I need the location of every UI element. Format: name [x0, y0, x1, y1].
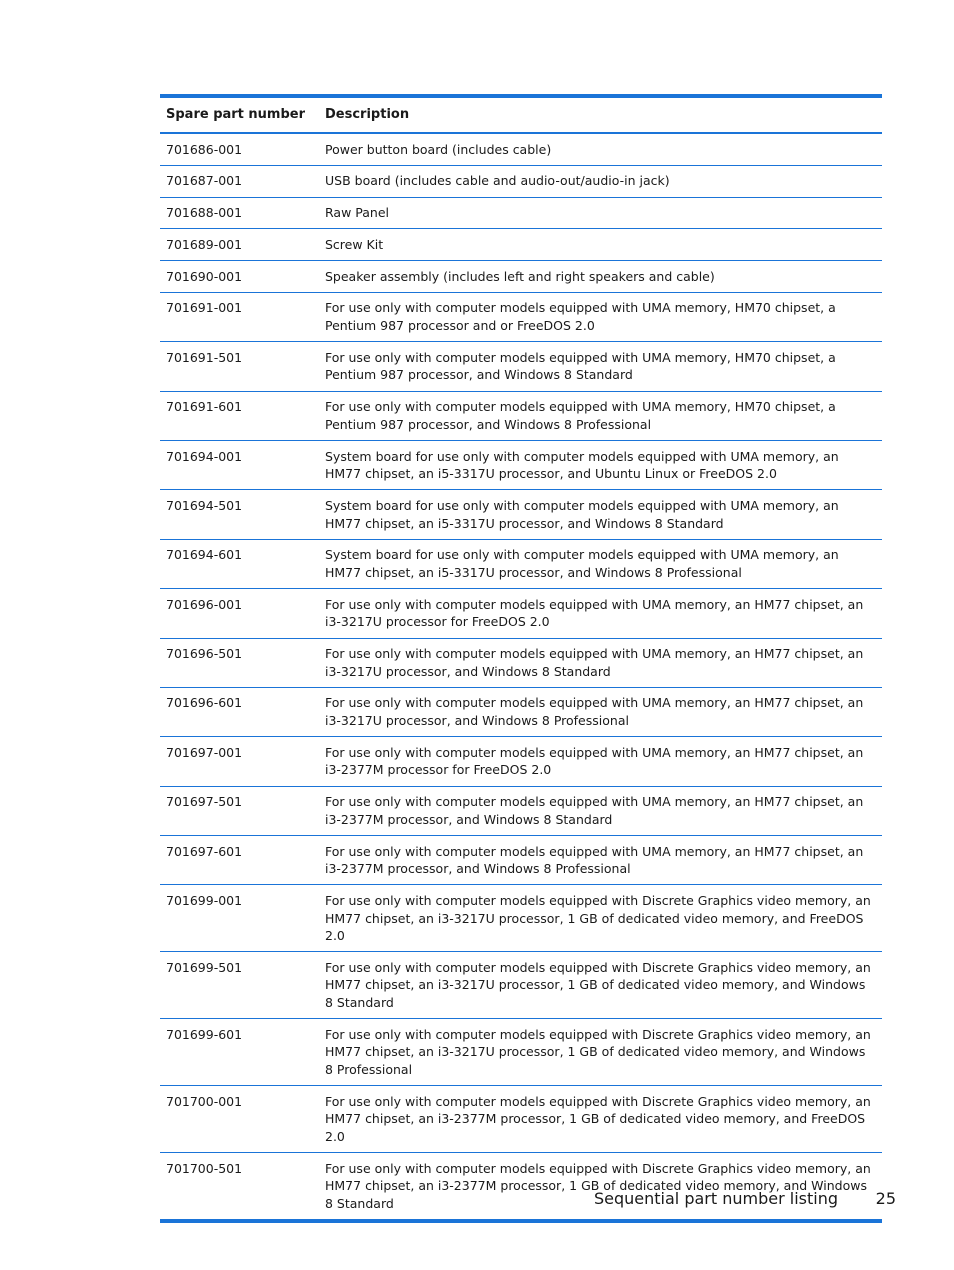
part-number-cell: 701700-001 [160, 1086, 319, 1153]
description-cell: Raw Panel [319, 197, 882, 229]
table-row [160, 687, 882, 736]
part-number-cell: 701697-001 [160, 737, 319, 786]
part-number-cell: 701694-001 [160, 441, 319, 490]
description-cell: For use only with computer models equipped with Discrete Graphics video memory, an HM77 chipset, an i3-2377M processor, 1 GB of dedicated video memory, and FreeDOS 2.0 [319, 1086, 882, 1153]
table-row [160, 342, 882, 391]
page-number: 25 [875, 1189, 896, 1208]
description-cell: For use only with computer models equipped with UMA memory, an HM77 chipset, an i3-3217U processor, and Windows 8 Standard [319, 638, 882, 687]
description-cell: For use only with computer models equipped with Discrete Graphics video memory, an HM77 chipset, an i3-3217U processor, 1 GB of dedicated video memory, and FreeDOS 2.0 [319, 885, 882, 952]
table-row [160, 229, 882, 261]
table-row [160, 539, 882, 588]
table-row [160, 1086, 882, 1153]
description-cell: For use only with computer models equipped with UMA memory, HM70 chipset, a Pentium 987 processor, and Windows 8 Standard [319, 342, 882, 391]
table-row [160, 589, 882, 638]
part-number-cell: 701691-601 [160, 391, 319, 440]
description-cell: For use only with computer models equipped with UMA memory, an HM77 chipset, an i3-3217U processor, and Windows 8 Professional [319, 687, 882, 736]
description-cell: Screw Kit [319, 229, 882, 261]
table-row [160, 261, 882, 293]
table-row [160, 292, 882, 341]
part-number-cell: 701686-001 [160, 133, 319, 165]
part-number-cell: 701691-501 [160, 342, 319, 391]
table-row [160, 1019, 882, 1086]
table-row [160, 836, 882, 885]
table-row [160, 391, 882, 440]
table-row [160, 952, 882, 1019]
description-cell: System board for use only with computer models equipped with UMA memory, an HM77 chipset, an i5-3317U processor, and Ubuntu Linux or FreeDOS 2.0 [319, 441, 882, 490]
part-number-cell: 701697-601 [160, 836, 319, 885]
part-number-cell: 701700-501 [160, 1153, 319, 1221]
part-number-cell: 701691-001 [160, 292, 319, 341]
table-row [160, 165, 882, 197]
description-cell: For use only with computer models equipped with UMA memory, an HM77 chipset, an i3-2377M processor, and Windows 8 Professional [319, 836, 882, 885]
description-cell: System board for use only with computer models equipped with UMA memory, an HM77 chipset, an i5-3317U processor, and Windows 8 Professional [319, 539, 882, 588]
description-cell: For use only with computer models equipped with Discrete Graphics video memory, an HM77 chipset, an i3-2377M processor, 1 GB of dedicated video memory, and Windows 8 Standard [319, 1153, 882, 1221]
description-cell: For use only with computer models equipped with UMA memory, an HM77 chipset, an i3-2377M processor, and Windows 8 Standard [319, 786, 882, 835]
part-number-cell: 701699-501 [160, 952, 319, 1019]
description-cell: System board for use only with computer models equipped with UMA memory, an HM77 chipset, an i5-3317U processor, and Windows 8 Standard [319, 490, 882, 539]
part-number-cell: 701699-601 [160, 1019, 319, 1086]
part-number-cell: 701696-501 [160, 638, 319, 687]
table-row [160, 638, 882, 687]
description-cell: For use only with computer models equipped with UMA memory, an HM77 chipset, an i3-3217U processor for FreeDOS 2.0 [319, 589, 882, 638]
table-row [160, 197, 882, 229]
description-cell: Speaker assembly (includes left and right speakers and cable) [319, 261, 882, 293]
table-body [160, 133, 882, 1221]
header-description: Description [325, 107, 410, 122]
table-row [160, 490, 882, 539]
part-number-cell: 701696-001 [160, 589, 319, 638]
part-number-cell: 701690-001 [160, 261, 319, 293]
page-footer [0, 1187, 954, 1213]
table-row [160, 786, 882, 835]
description-cell: For use only with computer models equipped with Discrete Graphics video memory, an HM77 chipset, an i3-3217U processor, 1 GB of dedicated video memory, and Windows 8 Standard [319, 952, 882, 1019]
part-number-cell: 701688-001 [160, 197, 319, 229]
part-number-cell: 701696-601 [160, 687, 319, 736]
table-header-row [160, 96, 882, 133]
part-number-cell: 701689-001 [160, 229, 319, 261]
part-number-cell: 701694-601 [160, 539, 319, 588]
part-number-cell: 701697-501 [160, 786, 319, 835]
part-number-cell: 701694-501 [160, 490, 319, 539]
description-cell: For use only with computer models equipped with Discrete Graphics video memory, an HM77 chipset, an i3-3217U processor, 1 GB of dedicated video memory, and Windows 8 Professional [319, 1019, 882, 1086]
header-spare-part-number: Spare part number [166, 107, 306, 122]
description-cell: For use only with computer models equipped with UMA memory, HM70 chipset, a Pentium 987 processor, and Windows 8 Professional [319, 391, 882, 440]
spare-parts-table [160, 94, 882, 1223]
parts-table-container [160, 94, 882, 1223]
part-number-cell: 701687-001 [160, 165, 319, 197]
description-cell: For use only with computer models equipped with UMA memory, HM70 chipset, a Pentium 987 processor and or FreeDOS 2.0 [319, 292, 882, 341]
part-number-cell: 701699-001 [160, 885, 319, 952]
description-cell: For use only with computer models equipped with UMA memory, an HM77 chipset, an i3-2377M processor for FreeDOS 2.0 [319, 737, 882, 786]
table-row [160, 885, 882, 952]
table-row [160, 441, 882, 490]
description-cell: USB board (includes cable and audio-out/audio-in jack) [319, 165, 882, 197]
footer-section-title: Sequential part number listing [593, 1189, 838, 1208]
table-row [160, 133, 882, 165]
description-cell: Power button board (includes cable) [319, 133, 882, 165]
table-row [160, 737, 882, 786]
